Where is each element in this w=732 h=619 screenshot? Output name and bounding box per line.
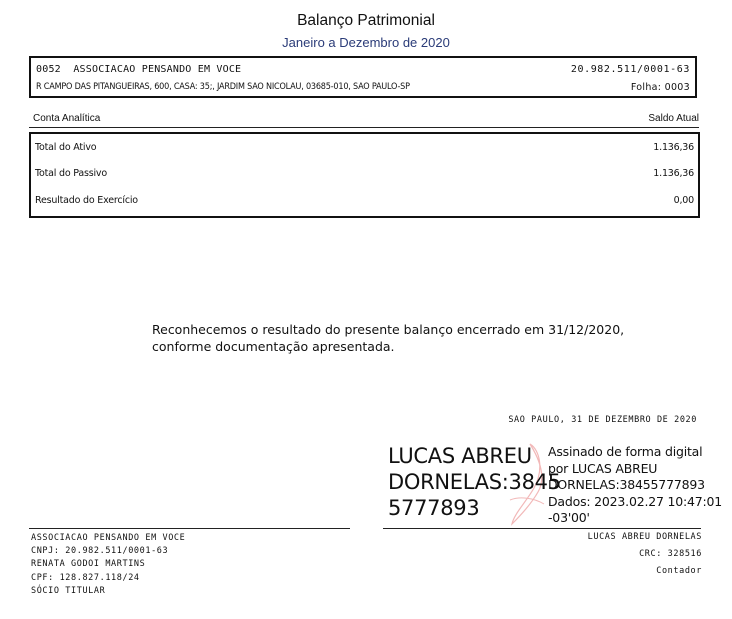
- signatory-right-crc: CRC: 328516: [639, 549, 702, 559]
- signatory-left-line: CNPJ: 20.982.511/0001-63: [31, 546, 169, 557]
- signature-detail-line: DORNELAS:38455777893: [548, 477, 705, 493]
- signature-name-line: 5777893: [388, 496, 480, 520]
- signature-detail-line: por LUCAS ABREU: [548, 460, 658, 476]
- signature-name-line: DORNELAS:3845: [388, 470, 561, 494]
- digital-signature-name: [388, 443, 561, 521]
- statement-line: Reconhecemos o resultado do presente balanço encerrado em 31/12/2020,: [152, 322, 625, 337]
- signature-line-right: [383, 528, 701, 529]
- signatory-right-role: Contador: [656, 566, 702, 576]
- statement-line: conforme documentação apresentada.: [152, 339, 395, 354]
- document-period: Janeiro a Dezembro de 2020: [282, 35, 450, 50]
- table-row-label: Resultado do Exercício: [35, 195, 138, 206]
- digital-signature-details: [548, 444, 722, 527]
- signatory-left-line: RENATA GODOI MARTINS: [31, 559, 146, 570]
- signature-name-line: LUCAS ABREU: [388, 444, 532, 468]
- entity-address: R CAMPO DAS PITANGUEIRAS, 600, CASA: 35;, JARDIM SAO NICOLAU, 03685-010, SAO PAULO-SP: [36, 82, 410, 92]
- place-and-date: SAO PAULO, 31 DE DEZEMBRO DE 2020: [508, 415, 697, 425]
- table-row-label: Total do Passivo: [35, 168, 107, 179]
- entity-name: 0052 ASSOCIACAO PENSANDO EM VOCE: [36, 64, 242, 75]
- table-row-value: 0,00: [673, 195, 694, 206]
- page-folha: Folha: 0003: [630, 82, 690, 93]
- header-divider: [29, 127, 699, 128]
- signatory-left-line: ASSOCIACAO PENSANDO EM VOCE: [31, 533, 186, 543]
- signatory-right-name: LUCAS ABREU DORNELAS: [587, 532, 702, 542]
- table-row-label: Total do Ativo: [35, 142, 97, 153]
- column-header-balance: Saldo Atual: [648, 113, 699, 124]
- signatory-left-line: CPF: 128.827.118/24: [31, 572, 140, 583]
- document-title: Balanço Patrimonial: [297, 12, 435, 29]
- entity-header-box: [29, 56, 697, 98]
- balance-table: [29, 132, 700, 218]
- entity-cnpj: 20.982.511/0001-63: [570, 64, 690, 75]
- signature-detail-line: Assinado de forma digital: [548, 444, 703, 459]
- signature-detail-line: -03'00': [548, 510, 590, 526]
- signatory-left-block: [31, 532, 185, 598]
- closing-statement: [152, 321, 624, 355]
- signatory-left-line: SÓCIO TITULAR: [31, 585, 106, 596]
- signature-detail-line: Dados: 2023.02.27 10:47:01: [548, 493, 723, 509]
- signature-line-left: [29, 528, 350, 529]
- table-row-value: 1.136,36: [653, 142, 694, 153]
- table-row-value: 1.136,36: [653, 168, 694, 179]
- column-header-account: Conta Analítica: [33, 113, 101, 124]
